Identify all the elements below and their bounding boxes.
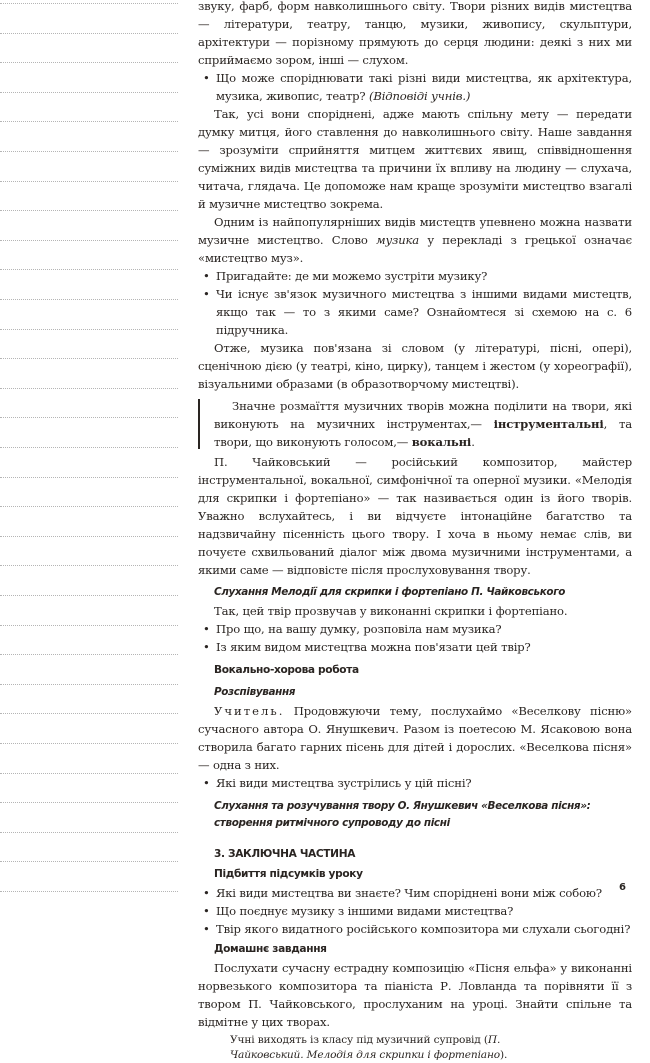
heading-section-3: 3. ЗАКЛЮЧНА ЧАСТИНА: [214, 848, 356, 860]
note-line: [0, 181, 178, 182]
question-bullet: • Твір якого видатного російського композитора ми слухали сьогодні?: [198, 920, 632, 938]
heading-vocal-choral: Вокально-хорова робота: [214, 664, 359, 676]
question-bullet: • Із яким видом мистецтва можна пов'язати цей твір?: [198, 638, 632, 656]
question-bullet: • Пригадайте: де ми можемо зустріти музику?: [198, 267, 632, 285]
paragraph-common-goal: Так, усі вони споріднені, адже мають спільну мету — передати думку митця, його ставлення до навколишнього світу. Наше завдання — зрозуміти сприйняття митцем життєвих явищ, співвідношення суміжних видів мистецтва та причини їх впливу на людину — слухача, читача, глядача. Це допоможе нам краще зрозуміти мистецтво взагалі й музичне мистецтво зокрема.: [198, 107, 632, 211]
note-line: [0, 92, 178, 93]
note-line: [0, 240, 178, 241]
note-line: [0, 891, 178, 892]
teacher-label: Учитель.: [214, 704, 285, 718]
note-line: [0, 802, 178, 803]
note-line: [0, 625, 178, 626]
term-instrumental: інструментальні: [493, 417, 604, 431]
paragraph-listening-result: Так, цей твір прозвучав у виконанні скрипки і фортепіано.: [214, 604, 568, 618]
question-bullet: • Що може споріднювати такі різні види мистецтва, як архітектура, музика, живопис, театр? (Відповіді учнів.): [198, 69, 632, 105]
question-bullet: • Про що, на вашу думку, розповіла нам музика?: [198, 620, 632, 638]
paragraph-music-definition: Одним із найпопулярніших видів мистецтв упевнено можна назвати музичне мистецтво. Слово музика у перекладі з грецької означає «мистецтво муз».: [198, 215, 633, 265]
note-line: [0, 595, 178, 596]
paragraph-tchaikovsky: П. Чайковський — російський композитор, майстер інструментальної, вокальної, симфонічної та оперної музики. «Мелодія для скрипки і фортепіано» — так називається один із його творів. Уважно вслухайтесь, і ви відчуєте інтонаційне багатство та надзвичайну пісенність цього твору. І хоча в ньому немає слів, ви почуєте схвильований діалог між двома музичними інструментами, а якими саме — відповісте після прослуховування твору.: [198, 455, 632, 577]
note-line: [0, 299, 178, 300]
note-line: [0, 565, 178, 566]
note-line: [0, 654, 178, 655]
page-number: 6: [619, 882, 626, 893]
note-bar: [198, 399, 200, 449]
heading-homework: Домашнє завдання: [214, 943, 327, 955]
lesson-text: [198, 0, 632, 1063]
note-line: [0, 329, 178, 330]
answer-note: (Відповіді учнів.): [368, 89, 471, 103]
definition-note: Значне розмаїття музичних творів можна поділити на твори, які виконують на музичних інструментах,— інструментальні, та твори, що виконують голосом,— вокальні.: [198, 397, 632, 451]
note-line: [0, 773, 178, 774]
note-line: [0, 861, 178, 862]
heading-warmup: Розспівування: [214, 686, 296, 698]
note-line: [0, 3, 178, 4]
question-bullet: • Що поєднує музику з іншими видами мистецтва?: [198, 902, 632, 920]
note-line: [0, 713, 178, 714]
question-bullet: • Чи існує зв'язок музичного мистецтва з іншими видами мистецтв, якщо так — то з якими саме? Ознайомтеся зі схемою на с. 6 підручника.: [198, 285, 632, 339]
note-line: [0, 210, 178, 211]
note-line: [0, 388, 178, 389]
note-line: [0, 33, 178, 34]
question-bullet: • Які види мистецтва ви знаєте? Чим споріднені вони між собою?: [198, 884, 632, 902]
note-line: [0, 121, 178, 122]
note-line: [0, 269, 178, 270]
paragraph-teacher: Учитель. Продовжуючи тему, послухаймо «Веселкову пісню» сучасного автора О. Янушкевич. Разом із поетесою М. Ясаковою вона створила багато гарних пісень для дітей і дорослих. «Веселкова пісня» — одна з них.: [198, 704, 632, 772]
note-line: [0, 684, 178, 685]
note-line: [0, 536, 178, 537]
note-line: [0, 506, 178, 507]
note-line: [0, 151, 178, 152]
paragraph-arts-intro: звуку, фарб, форм навколишнього світу. Твори різних видів мистецтва — літератури, театру, танцю, музики, живопису, скульптури, архітектури — порізному прямують до серця людини: деякі з них ми сприймаємо зором, інші — слухом.: [198, 0, 632, 67]
heading-listening-tchaikovsky: Слухання Мелодії для скрипки і фортепіано П. Чайковського: [214, 586, 566, 598]
paragraph-music-connections: Отже, музика пов'язана зі словом (у літературі, пісні, опері), сценічною дією (у театрі, кіно, цирку), танцем і жестом (у хореографії), візуальними образами (в образотворчому мистецтві).: [198, 341, 632, 391]
term-vocal: вокальні: [411, 435, 472, 449]
heading-listening-yanushkevych: Слухання та розучування твору О. Янушкевич «Веселкова пісня»: створення ритмічного супроводу до пісні: [214, 800, 591, 829]
term-music: музика: [375, 233, 420, 247]
paragraph-homework: Послухати сучасну естрадну композицію «Пісня ельфа» у виконанні норвезького композитора та піаніста Р. Ловланда та порівняти її з твором П. Чайковського, прослуханим на уроці. Знайти спільне та відмітне у цих творах.: [198, 961, 632, 1029]
paragraph-exit: Учні виходять із класу під музичний супровід (П. Чайковський. Мелодія для скрипки і фортепіано).: [230, 1034, 508, 1061]
note-line: [0, 62, 178, 63]
note-line: [0, 447, 178, 448]
note-line: [0, 477, 178, 478]
notes-margin: [0, 0, 180, 900]
note-line: [0, 417, 178, 418]
question-bullet: • Які види мистецтва зустрілись у цій пісні?: [198, 774, 632, 792]
note-line: [0, 832, 178, 833]
note-line: [0, 358, 178, 359]
heading-summary: Підбиття підсумків уроку: [214, 868, 363, 880]
note-line: [0, 743, 178, 744]
